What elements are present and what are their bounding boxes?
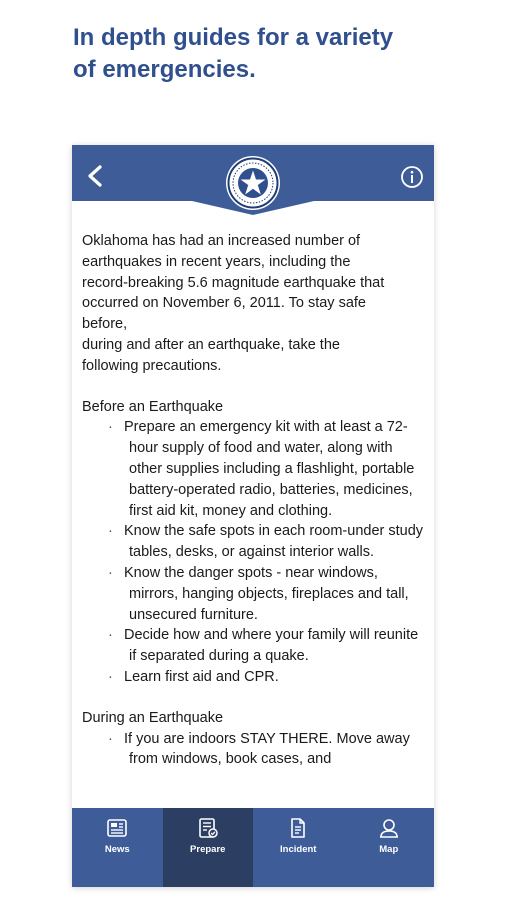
bullet-dot-icon: · (108, 668, 113, 685)
promo-headline-line-1: In depth guides for a variety (73, 24, 394, 51)
list-item-text: Decide how and where your family will reunite if separated during a quake. (124, 627, 419, 665)
nav-label: Map (379, 844, 399, 855)
guide-content (82, 231, 428, 770)
intro-line: during and after an earthquake, take the (82, 336, 340, 353)
section-title-during: During an Earthquake (82, 709, 224, 726)
bottom-nav (72, 808, 434, 887)
before-list (82, 417, 428, 687)
info-circle-icon[interactable] (400, 165, 424, 189)
list-item (82, 667, 428, 688)
list-item (82, 563, 428, 625)
app-header (72, 145, 434, 217)
nav-label: Incident (280, 844, 317, 855)
checklist-icon (197, 817, 219, 839)
list-item-text: Learn first aid and CPR. (124, 668, 279, 685)
intro-line: Oklahoma has had an increased number of (82, 233, 361, 249)
list-item (82, 729, 428, 771)
phone-screen (72, 145, 434, 887)
promo-headline (73, 22, 493, 86)
newspaper-icon (106, 817, 128, 839)
list-item-text: If you are indoors STAY THERE. Move away from windows, book cases, and (124, 730, 410, 768)
nav-label: News (104, 844, 130, 855)
bullet-dot-icon: · (108, 627, 113, 644)
report-icon (287, 817, 309, 839)
during-list (82, 729, 428, 771)
bullet-dot-icon: · (108, 419, 113, 436)
intro-line: occurred on November 6, 2011. To stay safe (82, 295, 366, 312)
nav-label: Prepare (190, 844, 226, 855)
intro-line: record-breaking 5.6 magnitude earthquake that (82, 274, 385, 291)
intro-line: before, (82, 316, 128, 333)
section-title-before: Before an Earthquake (82, 398, 224, 415)
list-item (82, 417, 428, 521)
intro-line: earthquakes in recent years, including the (82, 253, 351, 270)
state-seal-logo (225, 155, 281, 211)
nav-map[interactable] (344, 808, 435, 887)
list-item-text: Know the danger spots - near windows, mirrors, hanging objects, fireplaces and tall, unsecured furniture. (124, 564, 409, 623)
nav-incident[interactable] (253, 808, 344, 887)
nav-news[interactable] (72, 808, 163, 887)
bullet-dot-icon: · (108, 564, 113, 581)
map-pin-icon (378, 817, 400, 839)
list-item-text: Know the safe spots in each room-under study tables, desks, or against interior walls. (124, 523, 424, 561)
intro-line: following precautions. (82, 357, 222, 374)
chevron-left-icon[interactable] (82, 161, 108, 191)
list-item-text: Prepare an emergency kit with at least a 72-hour supply of food and water, along with other supplies including a flashlight, portable battery-operated radio, batteries, medicines, first aid kit, money and clothing. (124, 419, 415, 519)
bullet-dot-icon: · (108, 730, 113, 747)
bullet-dot-icon: · (108, 523, 113, 540)
list-item (82, 625, 428, 667)
list-item (82, 521, 428, 563)
intro-paragraph (82, 231, 428, 377)
promo-headline-line-2: of emergencies. (73, 56, 256, 83)
nav-prepare[interactable] (163, 808, 254, 887)
